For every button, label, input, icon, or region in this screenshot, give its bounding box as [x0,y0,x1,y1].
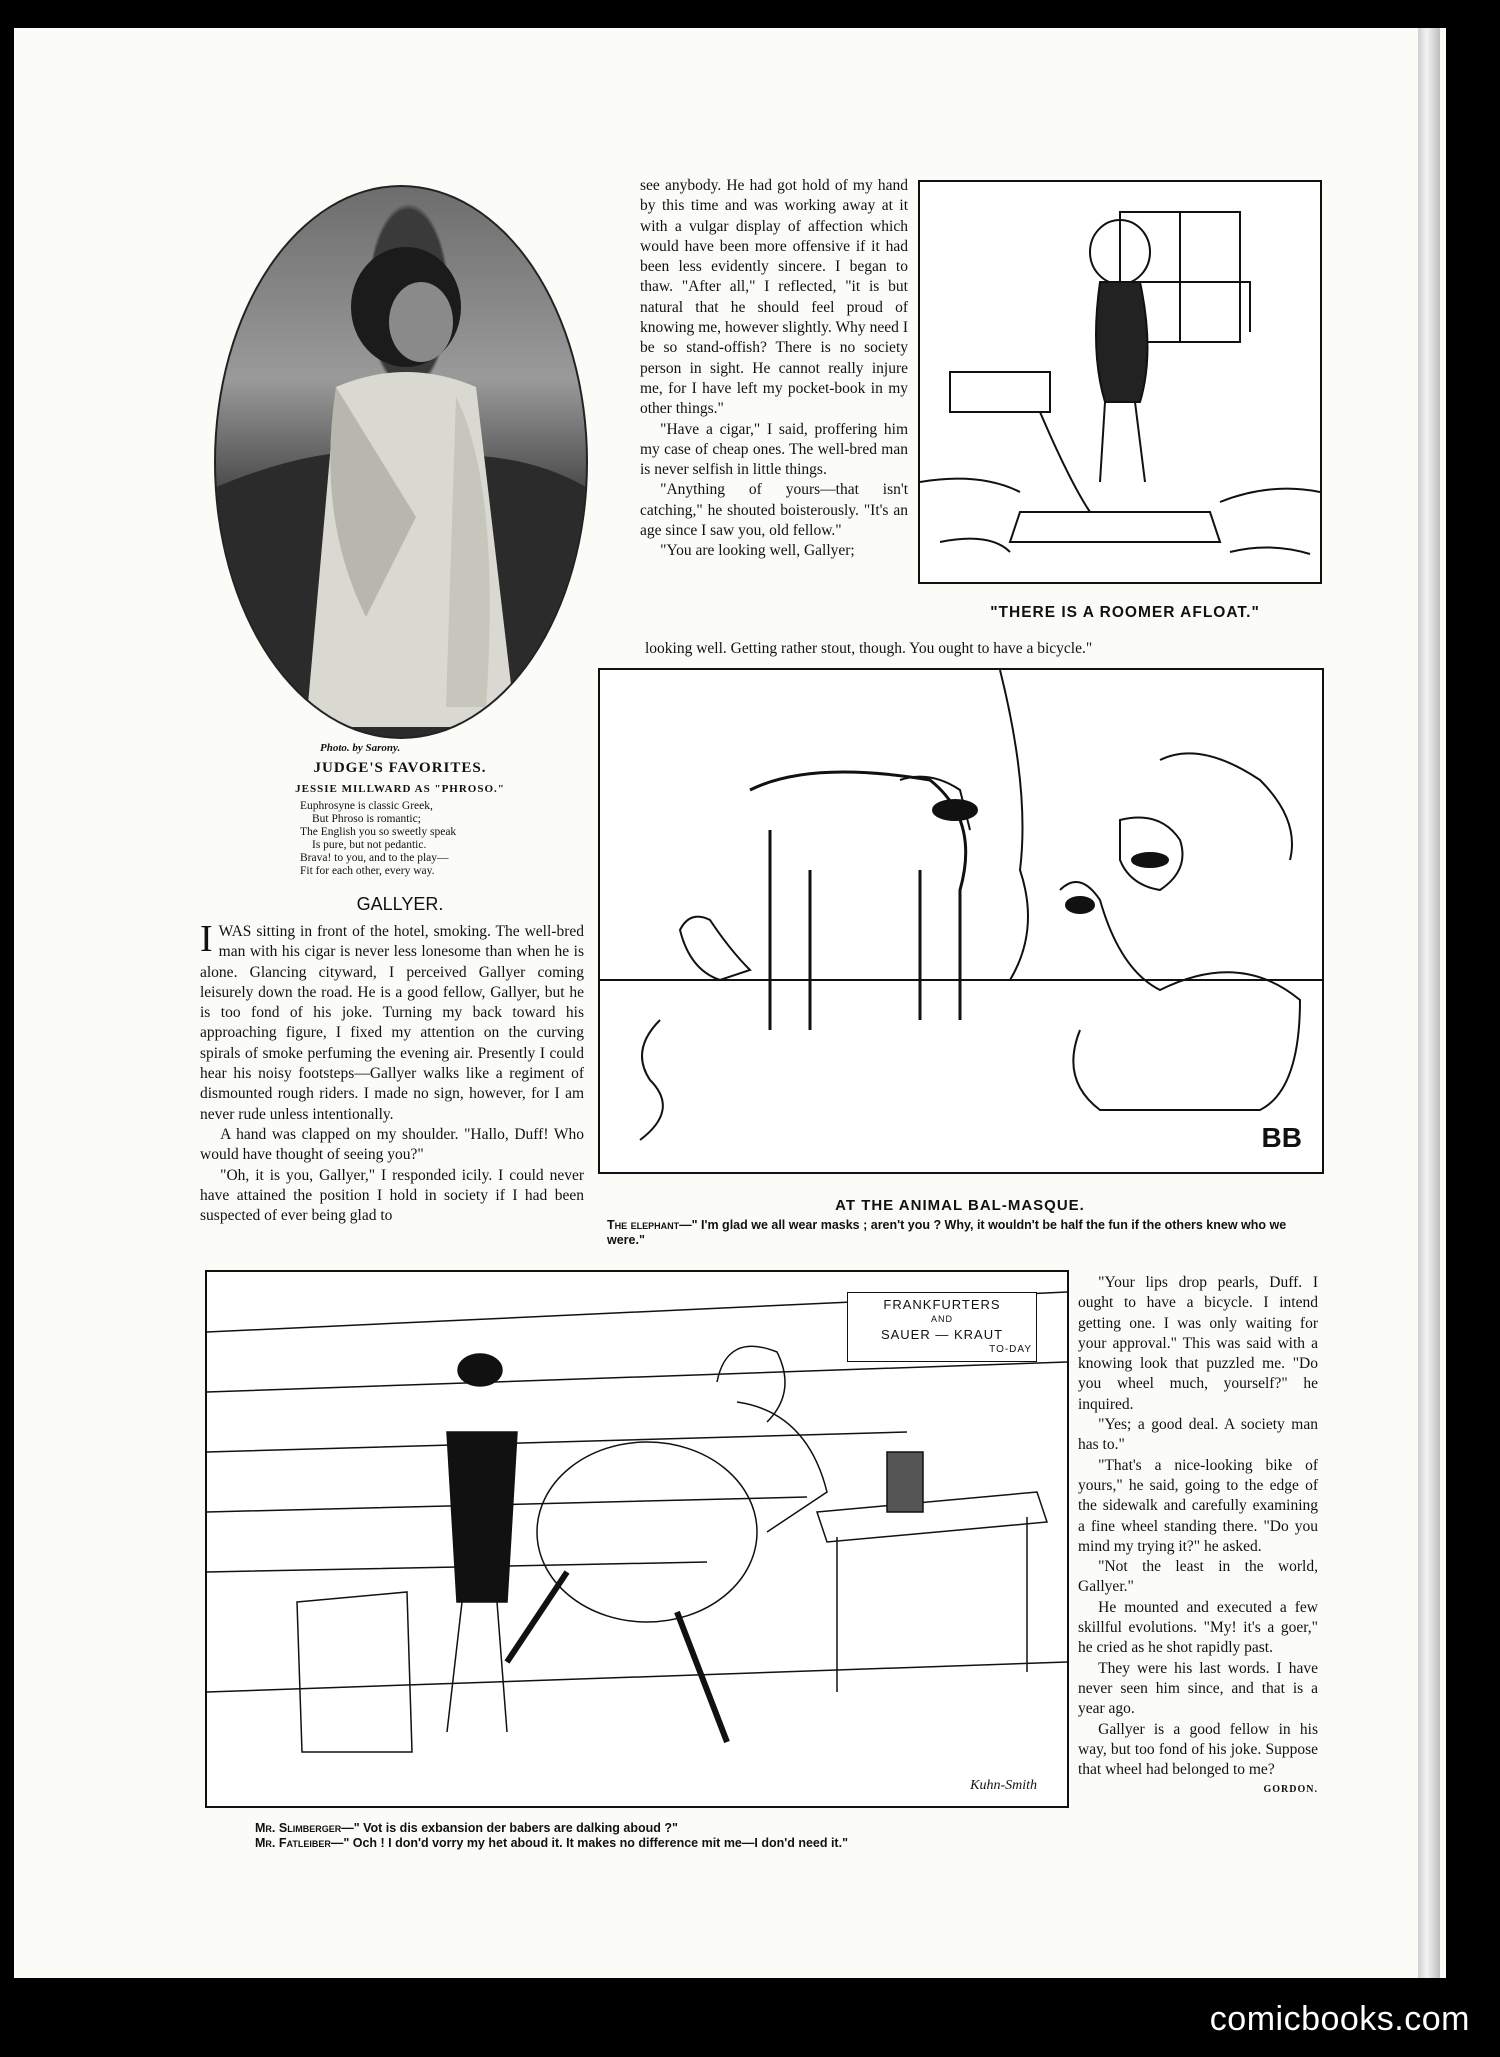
menu-sign [847,1292,1037,1362]
story-paragraph: WAS sitting in front of the hotel, smoking. The well-bred man with his cigar is never less lonesome than when he is alone. Glancing cityward, I perceived Gallyer coming leisurely down the road. He is a good fellow, Gallyer, but he is too fond of his joke. Turning my back toward his approaching figure, I fixed my attention on the curving spirals of smoke perfuming the evening air. Presently I could hear his noisy footsteps—Gallyer walks like a regiment of dismounted rough riders. I made no sign, however, for I am never rude unless intentionally. [200,923,584,1123]
verse-line: The English you so sweetly speak [300,826,457,838]
story-paragraph: "Yes; a good deal. A society man has to." [1078,1416,1318,1454]
story-paragraph: "Not the least in the world, Gallyer." [1078,1558,1318,1596]
artist-monogram: BB [1261,1122,1302,1153]
story-paragraph: A hand was clapped on my shoulder. "Hallo, Duff! Who would have thought of seeing you?" [200,1125,584,1164]
story-column-2 [640,176,908,562]
photo-subtitle: JESSIE MILLWARD AS "PHROSO." [295,783,505,795]
story-paragraph: "Oh, it is you, Gallyer," I responded icily. I could never have attained the position I hold in society if I had been suspected of ever being glad to [200,1166,584,1225]
portrait-figure [216,187,586,737]
tavern-illustration [205,1270,1069,1808]
artist-signature: Kuhn-Smith [970,1778,1037,1793]
verse-line: Is pure, but not pedantic. [312,839,427,851]
sign-line: SAUER — KRAUT [880,1327,1004,1342]
sign-line: TO-DAY [989,1344,1032,1355]
story-title: GALLYER. [356,894,444,914]
fatleiber-line: —" Och ! I don'd vorry my het aboud it. It makes no difference mit me—I don'd need it." [330,1836,848,1850]
page-spine [1418,28,1440,1978]
slimberger-line: —" Vot is dis exbansion der babers are dalking aboud ?" [341,1821,678,1835]
photo-verse [300,800,560,878]
masque-speaker: The elephant [607,1218,680,1232]
verse-line: But Phroso is romantic; [312,813,421,825]
story-paragraph: Gallyer is a good fellow in his way, but too fond of his joke. Suppose that wheel had belonged to me? [1078,1720,1318,1779]
story-paragraph: "Your lips drop pearls, Duff. I ought to have a bicycle. I intend getting one. I was only waiting for your approval." This was said with a knowing look that puzzled me. "Do you wheel much, yourself?" he inquired. [1078,1274,1318,1413]
verse-line: Euphrosyne is classic Greek, [300,800,433,812]
story-paragraph: They were his last words. I have never seen him since, and that is a year ago. [1078,1659,1318,1718]
story-wide-line: looking well. Getting rather stout, though. You ought to have a bicycle." [645,640,1093,657]
masque-caption [607,1218,1321,1248]
story-paragraph: He mounted and executed a few skillful evolutions. "My! it's a goer," he cried as he shot rapidly past. [1078,1598,1318,1657]
portrait-photo [214,185,588,739]
verse-line: Fit for each other, every way. [300,865,435,877]
story-paragraph: "Have a cigar," I said, proffering him my case of cheap ones. The well-bred man is never selfish in little things. [640,420,908,479]
roomer-drawing [920,182,1320,582]
speaker-fatleiber: Mr. Fatleiber [255,1836,331,1850]
masque-title: AT THE ANIMAL BAL-MASQUE. [835,1197,1085,1214]
roomer-illustration [918,180,1322,584]
story-paragraph: "That's a nice-looking bike of yours," he said, going to the edge of the sidewalk and carefully examining a fine wheel standing there. "Do you mind my trying it?" he asked. [1078,1456,1318,1555]
roomer-caption: "THERE IS A ROOMER AFLOAT." [990,604,1260,621]
masque-illustration [598,668,1324,1174]
speaker-slimberger: Mr. Slimberger [255,1821,342,1835]
tavern-caption [255,1821,1035,1851]
photo-credit: Photo. by Sarony. [320,742,401,754]
sign-line: FRANKFURTERS [883,1297,1001,1312]
photo-title: JUDGE'S FAVORITES. [313,760,487,776]
masque-drawing [600,670,1322,1172]
story-column-1 [200,918,584,1226]
drop-cap: I [200,918,213,960]
story-paragraph: "You are looking well, Gallyer; [660,542,855,560]
masque-quote: —" I'm glad we all wear masks ; aren't you ? Why, it wouldn't be half the fun if the others knew who we were." [607,1218,1287,1247]
sign-line: AND [930,1314,953,1324]
story-signature: GORDON. [1263,1784,1318,1796]
site-watermark: comicbooks.com [1209,2000,1470,2038]
story-paragraph: "Anything of yours—that isn't catching," he shouted boisterously. "It's an age since I saw you, old fellow." [640,481,908,540]
story-paragraph: see anybody. He had got hold of my hand by this time and was working away at it with a vulgar display of affection which would have been more offensive if it had been less evidently sincere. I began to thaw. "After all," I reflected, "it is but natural that he should feel proud of knowing me, however slightly. Why need I be so stand-offish? There is no society person in sight. He cannot really injure me, for I have left my pocket-book in my other things." [640,177,908,418]
verse-line: Brava! to you, and to the play— [300,852,449,864]
story-column-3 [1078,1273,1318,1801]
